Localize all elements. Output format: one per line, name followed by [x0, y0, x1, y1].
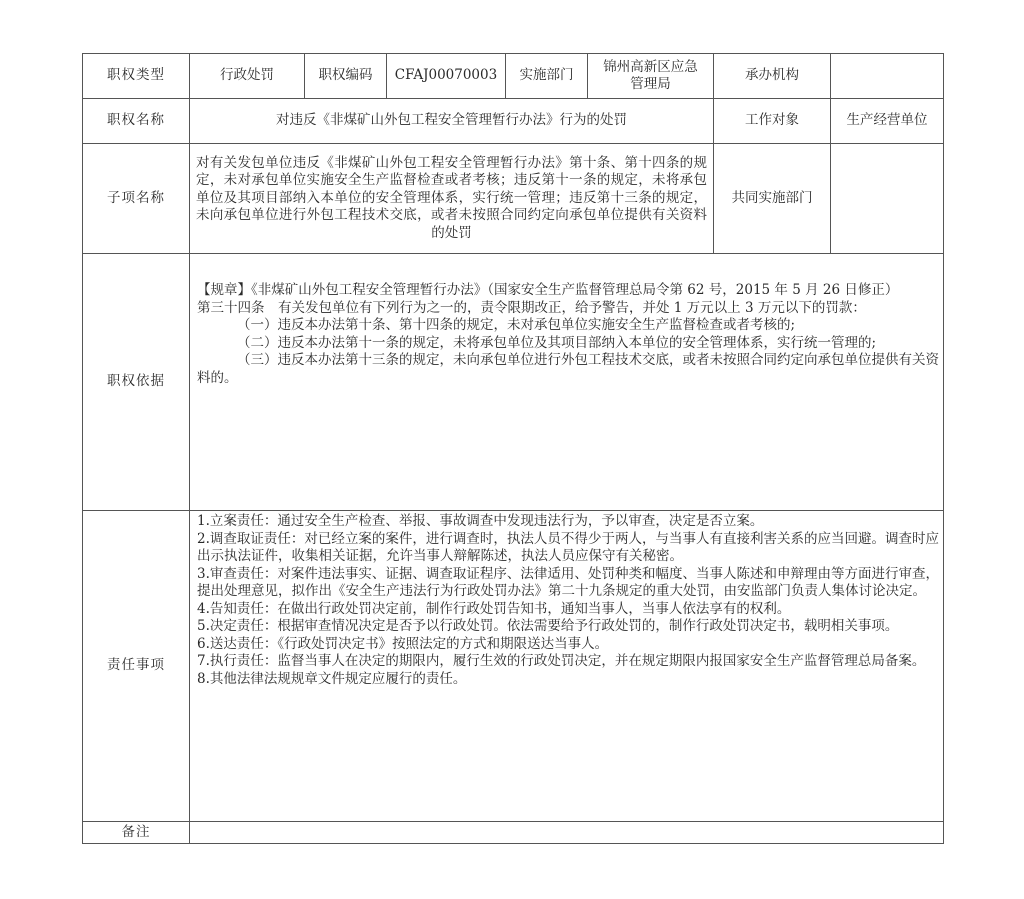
duty-item: 4.告知责任：在做出行政处罚决定前，制作行政处罚告知书，通知当事人，当事人依法享有的权利。 — [197, 600, 791, 617]
name-value: 对违反《非煤矿山外包工程安全管理暂行办法》行为的处罚 — [190, 99, 714, 144]
dept-label: 实施部门 — [506, 54, 588, 99]
basis-clause-2: （二）违反本办法第十一条的规定，未将承包单位及其项目部纳入本单位的安全管理体系，实行统一管理的; — [237, 334, 877, 351]
target-value: 生产经营单位 — [831, 99, 944, 144]
header-row — [83, 54, 944, 99]
basis-clause-1: （一）违反本办法第十条、第十四条的规定，未对承包单位实施安全生产监督检查或者考核的; — [237, 317, 796, 333]
duty-item: 3.审查责任：对案件违法事实、证据、调查取证程序、法律适用、处罚种类和幅度、当事人陈述和申辩理由等方面进行审查，提出处理意见，拟作出《安全生产违法行为行政处罚办法》第二十九条规定的重大处罚，由安监部门负责人集体讨论决定。 — [197, 565, 939, 599]
name-row — [83, 99, 944, 144]
basis-regulation: 【规章】《非煤矿山外包工程安全管理暂行办法》（国家安全生产监督管理总局令第 62 号，2015 年 5 月 26 日修正） — [197, 282, 899, 298]
remark-value — [190, 822, 944, 844]
basis-label: 职权依据 — [83, 254, 190, 511]
org-value — [831, 54, 944, 99]
basis-row — [83, 254, 944, 511]
joint-value — [831, 144, 944, 254]
duty-item: 5.决定责任：根据审查情况决定是否予以行政处罚。依法需要给予行政处罚的，制作行政处罚决定书，载明相关事项。 — [197, 618, 899, 634]
name-label: 职权名称 — [83, 99, 190, 144]
duty-item: 8.其他法律法规规章文件规定应履行的责任。 — [197, 670, 467, 687]
type-value: 行政处罚 — [190, 54, 305, 99]
authority-table-upper — [82, 53, 944, 511]
sub-row — [83, 144, 944, 254]
joint-label: 共同实施部门 — [714, 144, 831, 254]
basis-content — [190, 254, 944, 511]
sub-value: 对有关发包单位违反《非煤矿山外包工程安全管理暂行办法》第十条、第十四条的规定，未对承包单位实施安全生产监督检查或者考核；违反第十一条的规定，未将承包单位及其项目部纳入本单位的安全管理体系，实行统一管理；违反第十三条的规定，未向承包单位进行外包工程技术交底，或者未按照合同约定向承包单位提供有关资料的处罚 — [190, 144, 714, 254]
target-label: 工作对象 — [714, 99, 831, 144]
code-value: CFAJ00070003 — [387, 54, 506, 99]
dept-value: 锦州高新区应急管理局 — [588, 54, 714, 99]
duty-row — [83, 511, 944, 822]
sub-label: 子项名称 — [83, 144, 190, 254]
duty-item: 2.调查取证责任：对已经立案的案件，进行调查时，执法人员不得少于两人，与当事人有直接利害关系的应当回避。调查时应出示执法证件，收集相关证据，允许当事人辩解陈述，执法人员应保守有关秘密。 — [197, 530, 939, 564]
remark-row — [83, 822, 944, 844]
duty-label: 责任事项 — [83, 511, 190, 822]
code-label: 职权编码 — [305, 54, 387, 99]
duty-content — [190, 511, 944, 822]
duty-item: 1.立案责任：通过安全生产检查、举报、事故调查中发现违法行为，予以审查，决定是否立案。 — [197, 513, 764, 529]
authority-table-lower — [82, 510, 944, 844]
remark-label: 备注 — [83, 822, 190, 844]
org-label: 承办机构 — [714, 54, 831, 99]
basis-clause-3: （三）违反本办法第十三条的规定，未向承包单位进行外包工程技术交底，或者未按照合同约定向承包单位提供有关资料的。 — [197, 352, 939, 386]
type-label: 职权类型 — [83, 54, 190, 99]
duty-item: 6.送达责任：《行政处罚决定书》按照法定的方式和期限送达当事人。 — [197, 635, 609, 652]
duty-item: 7.执行责任：监督当事人在决定的期限内，履行生效的行政处罚决定，并在规定期限内报国家安全生产监督管理总局备案。 — [197, 653, 926, 669]
basis-article: 第三十四条 有关发包单位有下列行为之一的，责令限期改正，给予警告，并处 1 万元以上 3 万元以下的罚款： — [197, 299, 866, 316]
